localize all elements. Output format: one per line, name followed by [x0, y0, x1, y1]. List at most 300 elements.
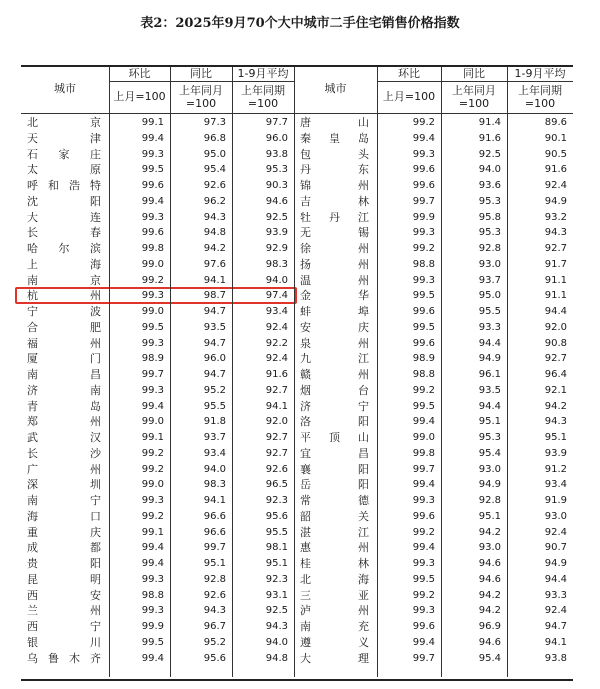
index-value-yoy: 96.9 — [478, 621, 501, 632]
city-name: 泸 州 — [300, 604, 369, 618]
index-value-avg: 90.7 — [544, 542, 567, 554]
index-value-avg: 98.1 — [265, 542, 288, 554]
index-value-avg: 92.2 — [265, 337, 288, 349]
index-value-yoy: 96.2 — [203, 195, 226, 207]
index-value-avg: 94.3 — [265, 621, 288, 632]
index-value-mom: 99.0 — [141, 306, 164, 317]
left-header-avg-base-1: 上年同期 — [241, 85, 285, 97]
index-value-avg: 94.4 — [544, 573, 567, 585]
index-value-yoy: 94.1 — [203, 495, 226, 506]
index-value-mom: 99.7 — [412, 195, 435, 207]
index-value-yoy: 97.3 — [203, 117, 226, 128]
index-value-mom: 99.3 — [141, 605, 164, 617]
index-value-yoy: 94.3 — [203, 605, 226, 617]
index-value-yoy: 92.8 — [478, 243, 501, 254]
city-name: 无 锡 — [300, 226, 369, 240]
city-name: 南 充 — [300, 620, 369, 633]
index-value-avg: 93.0 — [544, 510, 567, 522]
index-value-yoy: 94.6 — [478, 636, 501, 648]
index-value-mom: 99.5 — [412, 400, 435, 412]
index-value-avg: 95.6 — [265, 510, 288, 522]
index-value-avg: 95.1 — [544, 432, 567, 443]
index-value-mom: 99.0 — [141, 416, 164, 428]
index-value-yoy: 94.8 — [203, 227, 226, 239]
city-name: 包 头 — [300, 147, 369, 161]
index-value-yoy: 94.3 — [203, 211, 226, 223]
index-value-avg: 93.3 — [544, 589, 567, 601]
city-name: 安 庆 — [300, 320, 369, 334]
index-value-avg: 92.1 — [544, 384, 567, 396]
index-value-mom: 99.2 — [412, 384, 435, 396]
index-value-mom: 99.0 — [141, 479, 164, 491]
index-value-avg: 90.1 — [544, 132, 567, 144]
index-value-mom: 99.4 — [412, 479, 435, 491]
index-value-mom: 99.6 — [412, 337, 435, 349]
index-value-mom: 99.0 — [141, 258, 164, 270]
index-value-avg: 91.1 — [544, 290, 567, 302]
index-value-avg: 94.9 — [544, 558, 567, 569]
left-header-avg-base-2: =100 — [247, 98, 279, 110]
column-divider-line — [294, 67, 295, 677]
index-value-mom: 99.2 — [141, 274, 164, 286]
index-value-mom: 99.2 — [412, 526, 435, 538]
city-name: 北 京 — [27, 116, 101, 129]
index-value-mom: 99.6 — [141, 180, 164, 191]
index-value-mom: 99.2 — [141, 463, 164, 475]
index-value-yoy: 94.9 — [478, 479, 501, 491]
index-value-mom: 99.3 — [412, 558, 435, 569]
index-value-mom: 99.6 — [412, 164, 435, 176]
index-value-mom: 98.9 — [141, 353, 164, 365]
index-value-avg: 93.1 — [265, 589, 288, 601]
index-value-avg: 94.2 — [544, 400, 567, 412]
city-name: 常 德 — [300, 494, 369, 507]
index-value-mom: 99.2 — [141, 510, 164, 522]
index-value-mom: 99.3 — [141, 211, 164, 223]
city-name: 福 州 — [27, 336, 101, 350]
city-name: 惠 州 — [300, 541, 369, 555]
index-value-yoy: 96.6 — [203, 526, 226, 538]
left-header-avg: 1-9月平均 — [237, 68, 289, 80]
city-name: 西 宁 — [27, 620, 101, 633]
city-name: 哈 尔 滨 — [27, 242, 101, 255]
right-header-yoy-base-1: 上年同月 — [452, 85, 496, 97]
left-header-mom: 环比 — [128, 68, 151, 80]
index-value-mom: 99.3 — [412, 495, 435, 506]
index-value-avg: 97.7 — [265, 117, 288, 128]
city-name: 襄 阳 — [300, 462, 369, 476]
index-value-mom: 99.9 — [412, 211, 435, 223]
index-value-avg: 92.3 — [265, 573, 288, 585]
header-bottom-line — [21, 113, 573, 114]
index-value-yoy: 96.7 — [203, 621, 226, 632]
index-value-mom: 99.2 — [412, 117, 435, 128]
index-value-avg: 94.0 — [265, 274, 288, 286]
index-value-yoy: 94.6 — [478, 573, 501, 585]
index-value-avg: 91.6 — [544, 164, 567, 176]
index-value-yoy: 92.6 — [203, 180, 226, 191]
index-value-yoy: 91.8 — [203, 416, 226, 428]
index-value-yoy: 95.4 — [478, 447, 501, 459]
index-value-avg: 94.6 — [265, 195, 288, 207]
right-header-yoy: 同比 — [463, 68, 485, 80]
index-value-avg: 93.4 — [265, 306, 288, 317]
index-value-yoy: 93.3 — [478, 321, 501, 333]
index-value-mom: 99.2 — [412, 589, 435, 601]
index-value-avg: 94.3 — [544, 416, 567, 428]
city-name: 济 南 — [27, 383, 101, 397]
index-value-avg: 98.3 — [265, 258, 288, 270]
index-value-mom: 98.8 — [412, 258, 435, 270]
city-name: 西 安 — [27, 588, 101, 602]
index-value-avg: 91.9 — [544, 495, 567, 506]
index-value-mom: 99.3 — [141, 384, 164, 396]
index-value-avg: 89.6 — [544, 117, 567, 128]
left-header-yoy-base-1: 上年同月 — [179, 85, 223, 97]
index-value-mom: 99.1 — [141, 117, 164, 128]
index-value-yoy: 93.6 — [478, 180, 501, 191]
index-value-mom: 99.3 — [141, 290, 164, 302]
index-value-yoy: 94.7 — [203, 369, 226, 380]
index-value-yoy: 92.8 — [203, 573, 226, 585]
index-value-mom: 99.5 — [141, 636, 164, 648]
index-value-yoy: 95.1 — [203, 558, 226, 569]
city-name: 秦 皇 岛 — [300, 131, 369, 145]
index-value-avg: 91.7 — [544, 258, 567, 270]
index-value-mom: 99.5 — [412, 290, 435, 302]
city-name: 合 肥 — [27, 320, 101, 334]
index-value-mom: 99.3 — [412, 227, 435, 239]
index-value-avg: 96.4 — [544, 369, 567, 380]
city-name: 大 理 — [300, 651, 369, 665]
index-value-mom: 99.4 — [412, 542, 435, 554]
index-value-avg: 97.4 — [265, 290, 288, 302]
city-name: 岳 阳 — [300, 478, 369, 492]
index-value-yoy: 95.0 — [203, 148, 226, 160]
index-value-yoy: 91.4 — [478, 117, 501, 128]
city-name: 杭 州 — [27, 289, 101, 303]
index-value-mom: 99.0 — [412, 432, 435, 443]
city-name: 海 口 — [27, 509, 101, 523]
city-name: 深 圳 — [27, 478, 101, 492]
index-value-mom: 99.3 — [141, 573, 164, 585]
index-value-mom: 98.9 — [412, 353, 435, 365]
city-name: 牡 丹 江 — [300, 210, 369, 224]
right-header-avg-base-2: =100 — [524, 98, 556, 110]
city-name: 蚌 埠 — [300, 305, 369, 318]
city-name: 唐 山 — [300, 116, 369, 129]
city-name: 北 海 — [300, 572, 369, 586]
index-value-yoy: 95.1 — [478, 416, 501, 428]
index-value-yoy: 94.0 — [203, 463, 226, 475]
index-value-yoy: 93.5 — [203, 321, 226, 333]
left-header-yoy: 同比 — [190, 68, 212, 80]
index-value-yoy: 95.4 — [478, 652, 501, 664]
city-name: 扬 州 — [300, 257, 369, 271]
city-name: 三 亚 — [300, 588, 369, 602]
city-name: 洛 阳 — [300, 415, 369, 429]
city-name: 郑 州 — [27, 415, 101, 429]
index-value-avg: 94.8 — [265, 652, 288, 664]
index-value-avg: 94.3 — [544, 227, 567, 239]
right-header-city: 城市 — [324, 83, 347, 95]
index-value-mom: 99.7 — [141, 369, 164, 380]
index-value-avg: 95.5 — [265, 526, 288, 538]
city-name: 兰 州 — [27, 604, 101, 618]
index-value-yoy: 96.1 — [478, 369, 501, 380]
index-value-yoy: 95.3 — [478, 432, 501, 443]
right-header-mom-base: 上月=100 — [382, 91, 436, 103]
index-value-avg: 96.5 — [265, 479, 288, 491]
header-divider-line — [377, 81, 573, 82]
city-name: 长 沙 — [27, 446, 101, 460]
right-header-yoy-base-2: =100 — [458, 98, 490, 110]
index-value-avg: 92.7 — [544, 243, 567, 254]
index-value-yoy: 94.2 — [478, 605, 501, 617]
index-value-mom: 99.4 — [412, 416, 435, 428]
index-value-yoy: 98.3 — [203, 479, 226, 491]
index-value-mom: 99.1 — [141, 432, 164, 443]
city-name: 乌鲁木齐 — [27, 651, 101, 665]
index-value-mom: 99.2 — [412, 243, 435, 254]
index-value-mom: 99.8 — [412, 447, 435, 459]
index-value-avg: 92.3 — [265, 495, 288, 506]
index-value-avg: 92.6 — [265, 463, 288, 475]
city-name: 泉 州 — [300, 336, 369, 350]
index-value-mom: 99.3 — [412, 148, 435, 160]
index-value-avg: 92.4 — [544, 526, 567, 538]
index-value-mom: 99.3 — [141, 148, 164, 160]
index-value-avg: 92.0 — [544, 321, 567, 333]
index-value-avg: 94.0 — [265, 636, 288, 648]
index-value-yoy: 95.8 — [478, 211, 501, 223]
index-value-mom: 98.8 — [412, 369, 435, 380]
index-value-avg: 92.7 — [265, 432, 288, 443]
city-name: 上 海 — [27, 257, 101, 271]
index-value-mom: 99.5 — [412, 321, 435, 333]
index-value-avg: 93.9 — [544, 447, 567, 459]
index-value-yoy: 93.0 — [478, 258, 501, 270]
index-value-mom: 99.4 — [141, 652, 164, 664]
index-value-yoy: 93.7 — [203, 432, 226, 443]
index-value-yoy: 93.0 — [478, 542, 501, 554]
index-value-avg: 94.9 — [544, 195, 567, 207]
index-value-avg: 90.5 — [544, 148, 567, 160]
index-value-yoy: 92.8 — [478, 495, 501, 506]
index-value-avg: 92.9 — [265, 243, 288, 254]
index-value-avg: 92.7 — [544, 353, 567, 365]
index-value-avg: 92.4 — [265, 321, 288, 333]
index-value-avg: 90.3 — [265, 180, 288, 191]
city-name: 温 州 — [300, 273, 369, 287]
city-name: 九 江 — [300, 352, 369, 366]
city-name: 徐 州 — [300, 242, 369, 255]
city-name: 赣 州 — [300, 368, 369, 381]
index-value-avg: 92.5 — [265, 605, 288, 617]
table-title: 表2：2025年9月70个大中城市二手住宅销售价格指数 — [140, 16, 460, 31]
index-value-mom: 99.3 — [412, 274, 435, 286]
index-value-yoy: 94.2 — [478, 526, 501, 538]
right-header-avg: 1-9月平均 — [514, 68, 566, 80]
index-value-avg: 91.1 — [544, 274, 567, 286]
city-name: 石 家 庄 — [27, 147, 101, 161]
index-value-yoy: 93.0 — [478, 463, 501, 475]
index-value-mom: 99.4 — [141, 400, 164, 412]
index-value-yoy: 94.4 — [478, 337, 501, 349]
index-value-yoy: 98.7 — [203, 290, 226, 302]
city-name: 丹 东 — [300, 163, 369, 177]
price-index-table — [21, 65, 575, 679]
index-value-avg: 95.3 — [265, 164, 288, 176]
index-value-yoy: 93.5 — [478, 384, 501, 396]
index-value-yoy: 95.5 — [203, 400, 226, 412]
index-value-mom: 99.5 — [141, 164, 164, 176]
city-name: 金 华 — [300, 289, 369, 303]
index-value-yoy: 96.6 — [203, 510, 226, 522]
index-value-yoy: 95.5 — [478, 306, 501, 317]
city-name: 贵 阳 — [27, 557, 101, 570]
city-name: 湛 江 — [300, 525, 369, 539]
index-value-yoy: 99.7 — [203, 542, 226, 554]
city-name: 厦 门 — [27, 352, 101, 366]
index-value-yoy: 95.0 — [478, 290, 501, 302]
index-value-yoy: 91.6 — [478, 132, 501, 144]
city-name: 太 原 — [27, 163, 101, 177]
index-value-mom: 99.9 — [141, 621, 164, 632]
index-value-mom: 99.4 — [141, 558, 164, 569]
city-name: 成 都 — [27, 541, 101, 555]
city-name: 重 庆 — [27, 525, 101, 539]
city-name: 锦 州 — [300, 179, 369, 192]
index-value-avg: 94.7 — [544, 621, 567, 632]
index-value-mom: 99.2 — [141, 447, 164, 459]
index-value-mom: 99.3 — [141, 495, 164, 506]
index-value-avg: 92.4 — [544, 605, 567, 617]
city-name: 遵 义 — [300, 635, 369, 649]
right-header-avg-base-1: 上年同期 — [518, 85, 562, 97]
index-value-yoy: 94.0 — [478, 164, 501, 176]
city-name: 宁 波 — [27, 305, 101, 318]
index-value-mom: 99.5 — [141, 321, 164, 333]
city-name: 银 川 — [27, 635, 101, 649]
index-value-avg: 93.2 — [544, 211, 567, 223]
index-value-avg: 93.8 — [544, 652, 567, 664]
index-value-yoy: 93.7 — [478, 274, 501, 286]
city-name: 烟 台 — [300, 383, 369, 397]
city-name: 昆 明 — [27, 572, 101, 586]
city-name: 济 宁 — [300, 399, 369, 413]
index-value-mom: 99.3 — [412, 605, 435, 617]
header-divider-line — [109, 81, 294, 82]
index-value-yoy: 95.2 — [203, 636, 226, 648]
index-value-yoy: 95.3 — [478, 195, 501, 207]
index-value-yoy: 94.9 — [478, 353, 501, 365]
index-value-yoy: 94.4 — [478, 400, 501, 412]
index-value-yoy: 92.5 — [478, 148, 501, 160]
city-name: 广 州 — [27, 462, 101, 476]
index-value-mom: 99.6 — [412, 306, 435, 317]
index-value-yoy: 94.7 — [203, 337, 226, 349]
city-name: 南 昌 — [27, 368, 101, 381]
index-value-yoy: 96.0 — [203, 353, 226, 365]
index-value-avg: 94.4 — [544, 306, 567, 317]
index-value-avg: 96.0 — [265, 132, 288, 144]
index-value-avg: 92.7 — [265, 384, 288, 396]
city-name: 吉 林 — [300, 194, 369, 208]
index-value-mom: 99.6 — [412, 510, 435, 522]
index-value-mom: 99.1 — [141, 526, 164, 538]
index-value-yoy: 93.4 — [203, 447, 226, 459]
index-value-yoy: 92.6 — [203, 589, 226, 601]
index-value-mom: 99.4 — [141, 195, 164, 207]
city-name: 宜 昌 — [300, 446, 369, 460]
index-value-mom: 99.4 — [412, 132, 435, 144]
index-value-mom: 99.6 — [141, 227, 164, 239]
city-name: 韶 关 — [300, 509, 369, 523]
index-value-yoy: 94.1 — [203, 274, 226, 286]
index-value-yoy: 95.2 — [203, 384, 226, 396]
index-value-avg: 91.6 — [265, 369, 288, 380]
index-value-avg: 93.8 — [265, 148, 288, 160]
index-value-mom: 99.7 — [412, 652, 435, 664]
index-value-avg: 93.4 — [544, 479, 567, 491]
index-value-mom: 99.4 — [412, 636, 435, 648]
index-value-yoy: 95.1 — [478, 510, 501, 522]
left-header-yoy-base-2: =100 — [185, 98, 217, 110]
index-value-avg: 92.4 — [544, 180, 567, 191]
right-header-mom: 环比 — [398, 68, 420, 80]
index-value-mom: 99.3 — [141, 337, 164, 349]
city-name: 南 宁 — [27, 494, 101, 507]
index-value-avg: 92.0 — [265, 416, 288, 428]
index-value-yoy: 95.6 — [203, 652, 226, 664]
index-value-yoy: 95.4 — [203, 164, 226, 176]
index-value-yoy: 96.8 — [203, 132, 226, 144]
index-value-avg: 92.7 — [265, 447, 288, 459]
city-name: 沈 阳 — [27, 194, 101, 208]
left-header-city: 城市 — [54, 83, 76, 95]
index-value-mom: 98.8 — [141, 589, 164, 601]
index-value-avg: 93.9 — [265, 227, 288, 239]
city-name: 天 津 — [27, 131, 101, 145]
index-value-avg: 94.1 — [265, 400, 288, 412]
index-value-mom: 99.5 — [412, 573, 435, 585]
index-value-avg: 92.5 — [265, 211, 288, 223]
index-value-yoy: 94.6 — [478, 558, 501, 569]
city-name: 平 顶 山 — [300, 431, 369, 444]
city-name: 南 京 — [27, 273, 101, 287]
index-value-mom: 99.7 — [412, 463, 435, 475]
index-value-yoy: 94.2 — [203, 243, 226, 254]
index-value-yoy: 95.3 — [478, 227, 501, 239]
city-name: 武 汉 — [27, 431, 101, 444]
index-value-avg: 95.1 — [265, 558, 288, 569]
index-value-yoy: 97.6 — [203, 258, 226, 270]
index-value-avg: 91.2 — [544, 463, 567, 475]
index-value-yoy: 94.2 — [478, 589, 501, 601]
city-name: 桂 林 — [300, 557, 369, 570]
index-value-yoy: 94.7 — [203, 306, 226, 317]
index-value-mom: 99.6 — [412, 621, 435, 632]
city-name: 长 春 — [27, 226, 101, 240]
index-value-mom: 99.6 — [412, 180, 435, 191]
index-value-avg: 94.1 — [544, 636, 567, 648]
index-value-mom: 99.8 — [141, 243, 164, 254]
city-name: 青 岛 — [27, 399, 101, 413]
index-value-avg: 90.8 — [544, 337, 567, 349]
index-value-mom: 99.4 — [141, 132, 164, 144]
index-value-mom: 99.4 — [141, 542, 164, 554]
